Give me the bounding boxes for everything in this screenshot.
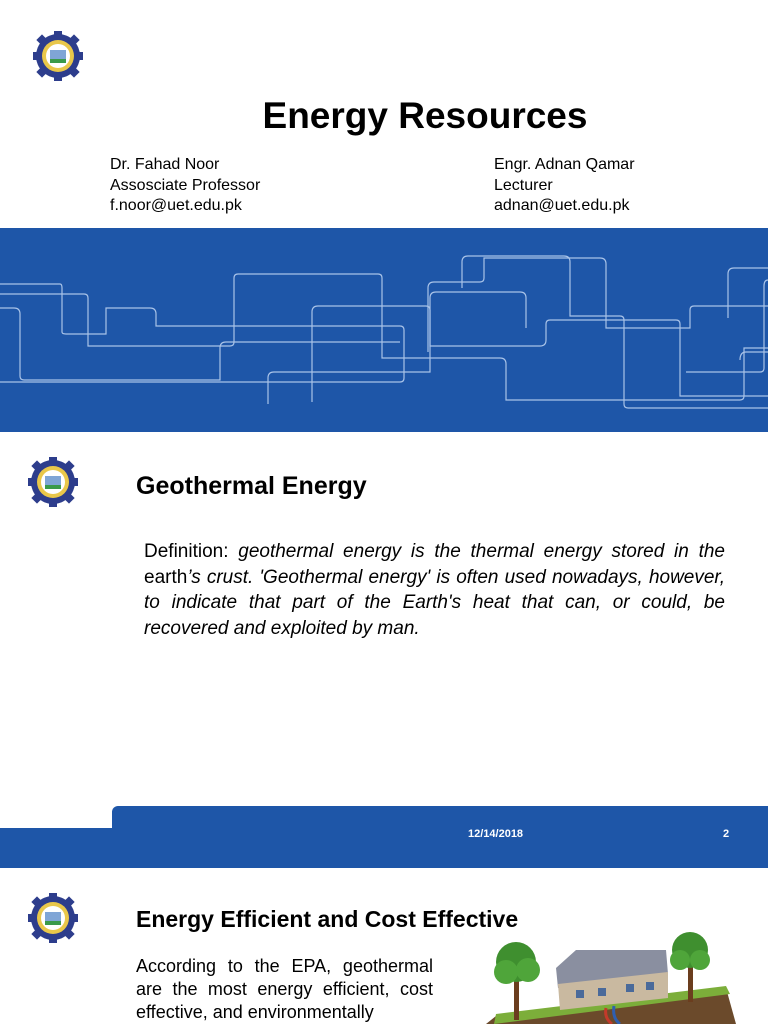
author-role: Assosciate Professor	[110, 176, 261, 194]
definition-earth: earth	[144, 566, 188, 588]
title-slide	[0, 0, 768, 432]
author-2	[494, 155, 635, 217]
decorative-circuit-band	[0, 228, 768, 432]
footer-bar	[112, 806, 768, 868]
slide-footer	[0, 806, 768, 868]
geothermal-slide	[0, 432, 768, 868]
efficiency-slide	[0, 868, 768, 1024]
geothermal-house-illustration	[486, 928, 736, 1024]
slide-heading: Energy Efficient and Cost Effective	[136, 906, 519, 932]
university-logo	[27, 456, 79, 508]
author-email: f.noor@uet.edu.pk	[110, 197, 242, 214]
author-name: Dr. Fahad Noor	[110, 156, 220, 173]
definition-paragraph	[144, 539, 725, 641]
university-logo	[32, 30, 84, 82]
definition-text-2: ’s crust. 'Geothermal energy' is often used nowadays, however, to indicate that part of the Earth's heat that can, or could, be recovered and exploited by man.	[144, 566, 725, 639]
author-name: Engr. Adnan Qamar	[494, 156, 635, 173]
footer-page-number: 2	[723, 828, 730, 840]
footer-date: 12/14/2018	[468, 828, 524, 840]
university-logo	[27, 892, 79, 944]
footer-bar-left	[0, 828, 114, 868]
presentation-title: Energy Resources	[262, 95, 588, 136]
definition-label: Definition:	[144, 541, 239, 562]
author-email: adnan@uet.edu.pk	[494, 197, 630, 214]
slide-heading: Geothermal Energy	[136, 472, 367, 500]
body-paragraph: According to the EPA, geothermal are the most energy efficient, cost effective, and environmentally	[136, 956, 433, 1022]
author-role: Lecturer	[494, 176, 553, 194]
definition-text-1: geothermal energy is the thermal energy stored in the	[238, 541, 725, 562]
author-1	[110, 155, 260, 217]
